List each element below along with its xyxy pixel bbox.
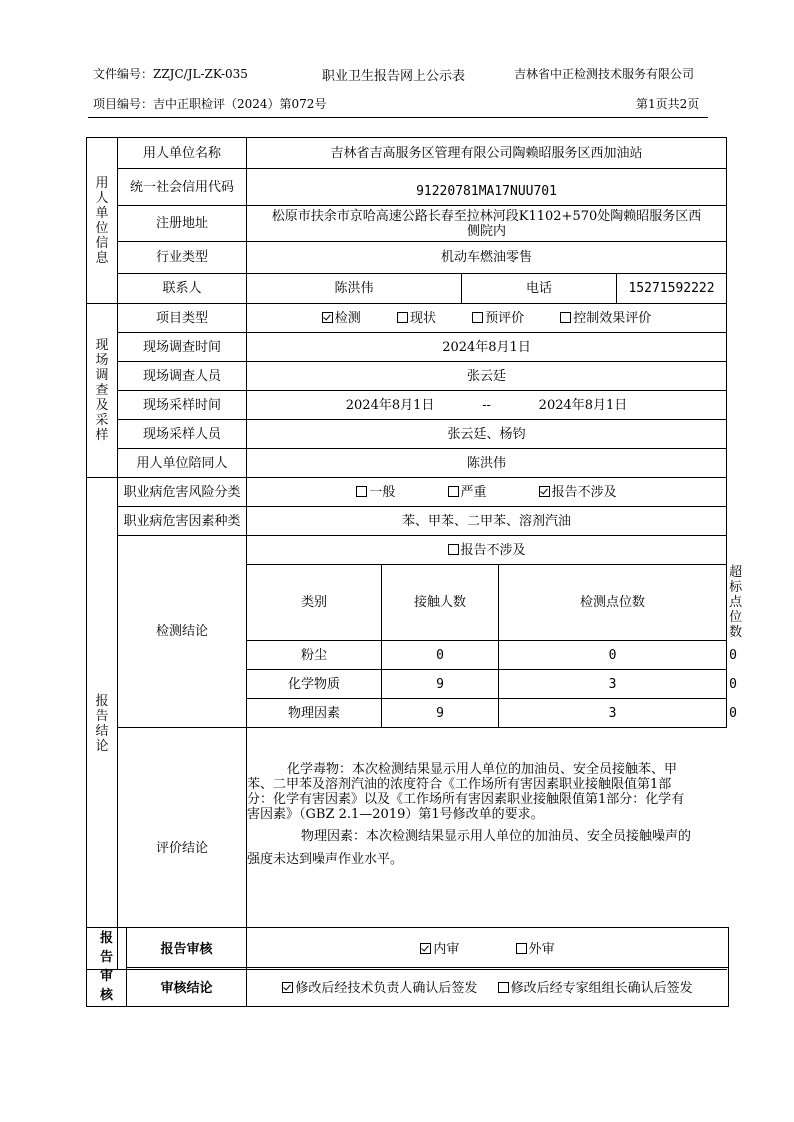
eval-line-3: 分：化学有害因素》以及《工作场所有害因素职业接触限值第1部分：化学有 bbox=[247, 792, 685, 807]
row-exposed: 9 bbox=[382, 670, 499, 699]
contact-label: 联系人 bbox=[118, 274, 247, 304]
checkbox-icon[interactable] bbox=[498, 982, 509, 993]
review-table bbox=[86, 927, 729, 1007]
row-points: 0 bbox=[499, 641, 727, 670]
sampling-separator: -- bbox=[482, 397, 491, 413]
project-type-control-evaluation[interactable]: 控制效果评价 bbox=[560, 311, 651, 326]
eval-line-4: 害因素》（GBZ 2.1—2019）第1号修改单的要求。 bbox=[247, 807, 544, 822]
address-value bbox=[247, 206, 727, 242]
checked-box-icon[interactable] bbox=[282, 982, 293, 993]
page-info: 第1页共2页 bbox=[636, 97, 700, 111]
project-type-pre-evaluation[interactable]: 预评价 bbox=[472, 311, 524, 326]
factor-label: 职业病危害因素种类 bbox=[118, 507, 247, 536]
checkbox-icon[interactable] bbox=[356, 486, 367, 497]
industry-label: 行业类型 bbox=[118, 242, 247, 274]
disclosure-table: 用 人 单 位 信 息 用人单位名称 吉林省吉高服务区管理有限公司陶赖昭服务区西加油站 统一社会信用代码 91220781MA17NUU701 注册地址 松原市扶余市京哈高速公路长春至拉林河段K1102+570处陶赖昭服务区西 侧院内 行业类型 机动车燃油零售 联系人 陈洪伟 电话 15271592222 现 场 调 查 及 采 样 项目类型 检测 现状 预评价 控制效果评价 现场调查时间 2024年8月1日 现场调查人员 张云廷 现场采样时间 2024年8月1日 -- 2024年8月1日 现场采样人员 张云廷、杨钧 用人单位陪同人 陈洪伟 报 告 结 论 职业病危害风险分类 一般 严重 报告不涉及 职业病危害因素种类 苯、甲苯、二甲苯、溶剂汽油 检测结论 报告不涉及 类别 接触人数 检测点位数 超标点位数 粉尘 0 0 0 化学物质 9 3 0 物理因素 9 3 0 评价结论 化学毒物：本次检测结果显示用人单位的加油员、安全员接触苯、甲 苯、二甲苯及溶剂汽油的浓度符合《工作场所有害因素职业接触限值第1部 分：化学有害因素》以及《工作场所有害因素职业接触限值第1部分：化学有 害因素》（GBZ 2.1—2019）第1号修改单的要求。 物理因素：本次检测结果显示用人单位的加油员、安全员接触噪声的 强度未达到噪声作业水平。 bbox=[86, 137, 727, 970]
project-type-options bbox=[247, 304, 727, 333]
escort-value: 陈洪伟 bbox=[247, 449, 727, 478]
sampling-end: 2024年8月1日 bbox=[538, 397, 628, 413]
detection-label: 检测结论 bbox=[118, 536, 247, 728]
company-name: 吉林省中正检测技术服务有限公司 bbox=[514, 67, 695, 81]
col-header-exposed: 接触人数 bbox=[382, 565, 499, 641]
survey-staff-value: 张云廷 bbox=[247, 362, 727, 391]
review-result-label: 审核结论 bbox=[127, 967, 247, 1007]
row-category: 物理因素 bbox=[247, 699, 382, 728]
survey-section-label: 现 场 调 查 及 采 样 bbox=[87, 304, 118, 478]
document-title: 职业卫生报告网上公示表 bbox=[322, 69, 466, 84]
checked-box-icon[interactable] bbox=[322, 312, 333, 323]
col-header-category: 类别 bbox=[247, 565, 382, 641]
risk-options bbox=[247, 478, 727, 507]
risk-label: 职业病危害风险分类 bbox=[118, 478, 247, 507]
eval-line-1: 化学毒物：本次检测结果显示用人单位的加油员、安全员接触苯、甲 bbox=[287, 762, 678, 777]
employer-name-label: 用人单位名称 bbox=[118, 138, 247, 169]
eval-line-5: 物理因素：本次检测结果显示用人单位的加油员、安全员接触噪声的 bbox=[301, 829, 692, 844]
escort-label: 用人单位陪同人 bbox=[118, 449, 247, 478]
col-header-points: 检测点位数 bbox=[499, 565, 727, 641]
checkbox-icon[interactable] bbox=[560, 312, 571, 323]
file-number: 文件编号：ZZJC/JL-ZK-035 bbox=[93, 67, 248, 81]
review-label: 报告审核 bbox=[127, 928, 247, 968]
project-type-label: 项目类型 bbox=[118, 304, 247, 333]
sampling-time-value bbox=[247, 391, 727, 420]
result-option-tech-lead[interactable]: 修改后经技术负责人确认后签发 bbox=[282, 977, 477, 996]
survey-time-value: 2024年8月1日 bbox=[247, 333, 727, 362]
row-category: 粉尘 bbox=[247, 641, 382, 670]
project-type-testing[interactable]: 检测 bbox=[322, 311, 361, 326]
eval-line-2: 苯、二甲苯及溶剂汽油的浓度符合《工作场所有害因素职业接触限值第1部 bbox=[247, 777, 672, 792]
project-type-status[interactable]: 现状 bbox=[397, 311, 436, 326]
risk-option-severe[interactable]: 严重 bbox=[448, 485, 487, 500]
industry-value: 机动车燃油零售 bbox=[247, 242, 727, 274]
sampling-staff-label: 现场采样人员 bbox=[118, 420, 247, 449]
review-option-external[interactable]: 外审 bbox=[516, 938, 555, 957]
row-exposed: 0 bbox=[382, 641, 499, 670]
employer-name-value: 吉林省吉高服务区管理有限公司陶赖昭服务区西加油站 bbox=[247, 138, 727, 169]
review-options bbox=[247, 928, 729, 968]
checkbox-icon[interactable] bbox=[397, 312, 408, 323]
employer-section-label: 用 人 单 位 信 息 bbox=[87, 138, 118, 304]
table-row: 粉尘 0 0 0 bbox=[87, 641, 727, 670]
project-number: 项目编号：吉中正职检评（2024）第072号 bbox=[93, 97, 327, 111]
checkbox-icon[interactable] bbox=[472, 312, 483, 323]
sampling-time-label: 现场采样时间 bbox=[118, 391, 247, 420]
survey-staff-label: 现场调查人员 bbox=[118, 362, 247, 391]
sampling-start: 2024年8月1日 bbox=[345, 397, 435, 413]
row-points: 3 bbox=[499, 670, 727, 699]
factor-value: 苯、甲苯、二甲苯、溶剂汽油 bbox=[247, 507, 727, 536]
table-row: 物理因素 9 3 0 bbox=[87, 699, 727, 728]
not-involved-option[interactable]: 报告不涉及 bbox=[247, 536, 727, 565]
review-section-label: 报 告 审 核 bbox=[87, 928, 127, 1007]
review-option-internal[interactable]: 内审 bbox=[420, 938, 459, 957]
address-line-1: 松原市扶余市京哈高速公路长春至拉林河段K1102+570处陶赖昭服务区西 bbox=[271, 208, 702, 224]
sampling-staff-value: 张云廷、杨钧 bbox=[247, 420, 727, 449]
credit-code-value: 91220781MA17NUU701 bbox=[247, 169, 727, 206]
header-rule bbox=[88, 117, 708, 118]
risk-option-general[interactable]: 一般 bbox=[356, 485, 395, 500]
row-category: 化学物质 bbox=[247, 670, 382, 699]
risk-option-not-involved[interactable]: 报告不涉及 bbox=[539, 485, 617, 500]
credit-code-label: 统一社会信用代码 bbox=[118, 169, 247, 206]
row-exposed: 9 bbox=[382, 699, 499, 728]
checked-box-icon[interactable] bbox=[420, 943, 431, 954]
phone-label: 电话 bbox=[462, 274, 617, 304]
table-row: 化学物质 9 3 0 bbox=[87, 670, 727, 699]
conclusion-section-label: 报 告 结 论 bbox=[87, 478, 118, 970]
phone-value: 15271592222 bbox=[617, 274, 727, 304]
survey-time-label: 现场调查时间 bbox=[118, 333, 247, 362]
eval-line-6: 强度未达到噪声作业水平。 bbox=[247, 852, 404, 867]
review-result-options bbox=[247, 967, 729, 1007]
contact-value: 陈洪伟 bbox=[247, 274, 462, 304]
address-label: 注册地址 bbox=[118, 206, 247, 242]
row-points: 3 bbox=[499, 699, 727, 728]
checked-box-icon[interactable] bbox=[539, 486, 550, 497]
evaluation-label: 评价结论 bbox=[118, 728, 247, 970]
checkbox-icon[interactable] bbox=[516, 943, 527, 954]
address-line-2: 侧院内 bbox=[467, 223, 507, 239]
checkbox-icon[interactable] bbox=[448, 486, 459, 497]
checkbox-icon[interactable] bbox=[448, 544, 459, 555]
result-option-expert-lead[interactable]: 修改后经专家组组长确认后签发 bbox=[498, 977, 693, 996]
